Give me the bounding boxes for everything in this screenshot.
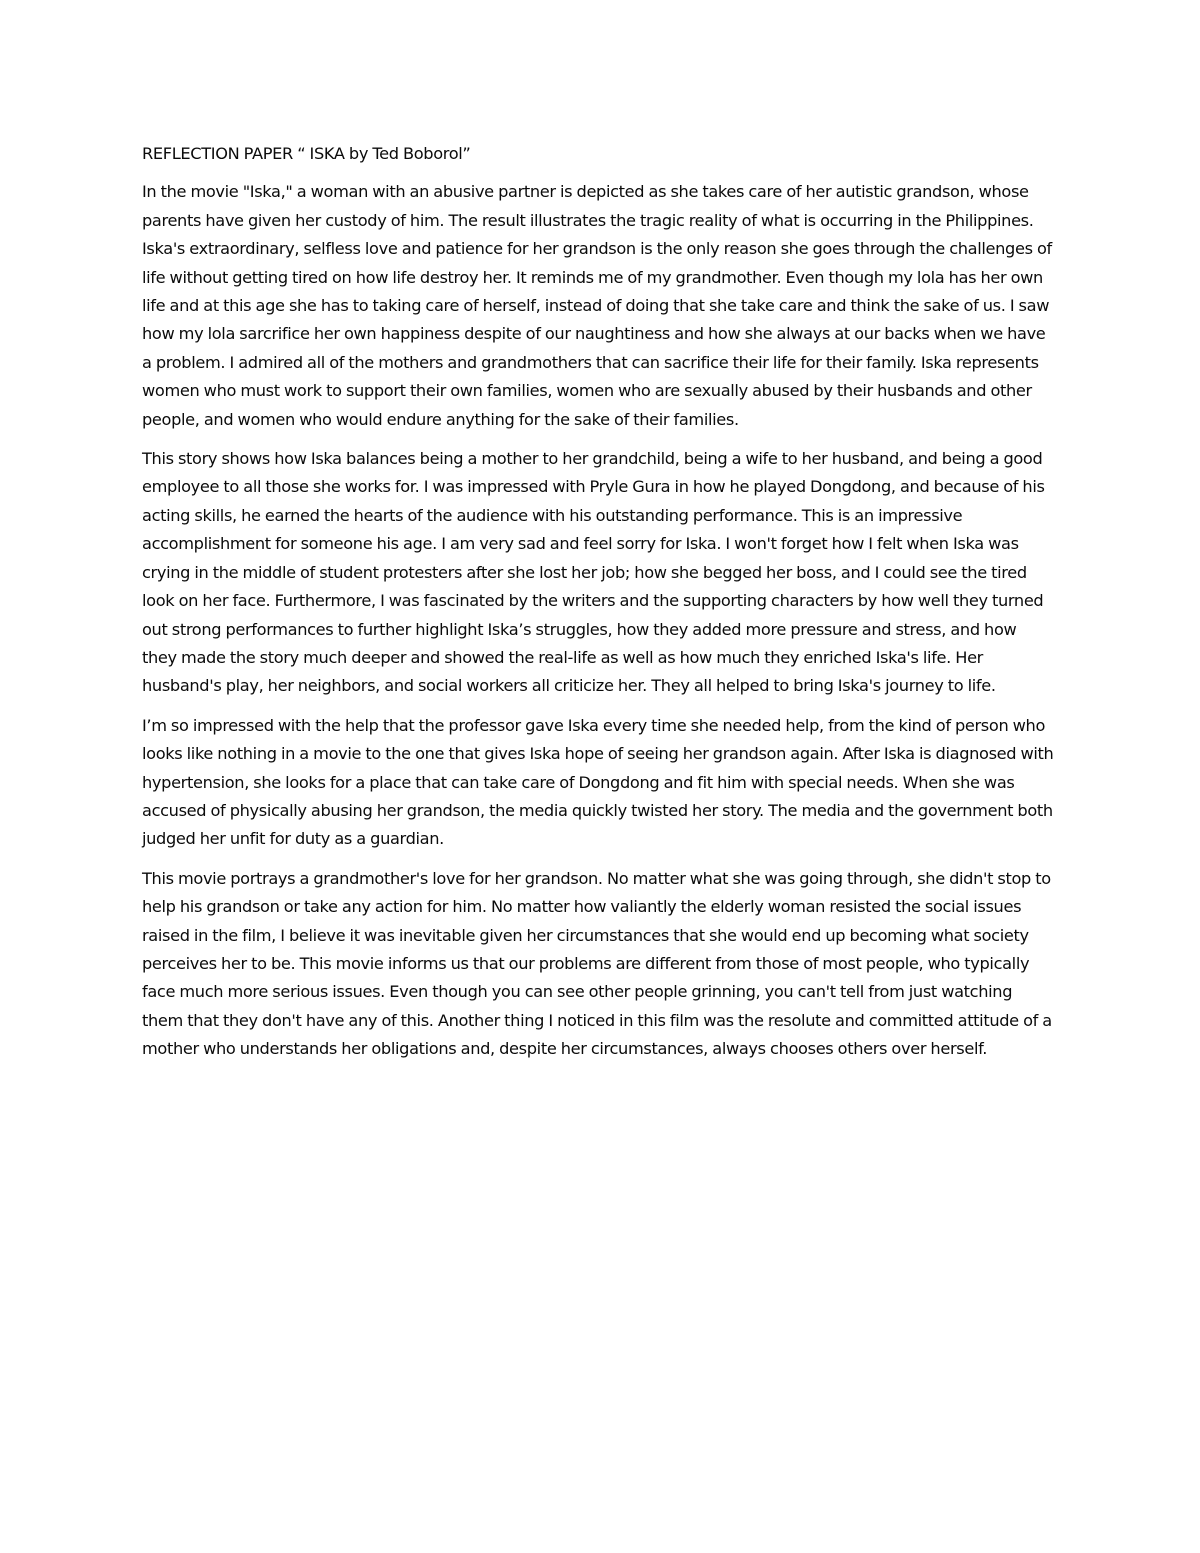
document-title: REFLECTION PAPER “ ISKA by Ted Boborol” bbox=[142, 144, 471, 163]
paragraph-3: I’m so impressed with the help that the professor gave Iska every time she needed help, from the kind of person who looks like nothing in a movie to the one that gives Iska hope of seeing her grandson again. After Iska is diagnosed with hypertension, she looks for a place that can take care of Dongdong and fit him with special needs. When she was accused of physically abusing her grandson, the media quickly twisted her story. The media and the government both judged her unfit for duty as a guardian. bbox=[142, 715, 1054, 849]
paragraph-2: This story shows how Iska balances being a mother to her grandchild, being a wife to her husband, and being a good employee to all those she works for. I was impressed with Pryle Gura in how he played Dongdong, and because of his acting skills, he earned the hearts of the audience with his outstanding performance. This is an impressive accomplishment for someone his age. I am very sad and feel sorry for Iska. I won't forget how I felt when Iska was crying in the middle of student protesters after she lost her job; how she begged her boss, and I could see the tired look on her face. Furthermore, I was fascinated by the writers and the supporting characters by how well they turned out strong performances to further highlight Iska’s struggles, how they added more pressure and stress, and how they made the story much deeper and showed the real-life as well as how much they enriched Iska's life. Her husband's play, her neighbors, and social workers all criticize her. They all helped to bring Iska's journey to life. bbox=[142, 449, 1045, 696]
paragraph-1: In the movie "Iska," a woman with an abusive partner is depicted as she takes care of her autistic grandson, whose parents have given her custody of him. The result illustrates the tragic reality of what is occurring in the Philippines. Iska's extraordinary, selfless love and patience for her grandson is the only reason she goes through the challenges of life without getting tired on how life destroy her. It reminds me of my grandmother. Even though my lola has her own life and at this age she has to taking care of herself, instead of doing that she take care and think the sake of us. I saw how my lola sarcrifice her own happiness despite of our naughtiness and how she always at our backs when we have a problem. I admired all of the mothers and grandmothers that can sacrifice their life for their family. Iska represents women who must work to support their own families, women who are sexually abused by their husbands and other people, and women who would endure anything for the sake of their families. bbox=[142, 182, 1052, 429]
paragraph-4: This movie portrays a grandmother's love for her grandson. No matter what she was going through, she didn't stop to help his grandson or take any action for him. No matter how valiantly the elderly woman resisted the social issues raised in the film, I believe it was inevitable given her circumstances that she would end up becoming what society perceives her to be. This movie informs us that our problems are different from those of most people, who typically face much more serious issues. Even though you can see other people grinning, you can't tell from just watching them that they don't have any of this. Another thing I noticed in this film was the resolute and committed attitude of a mother who understands her obligations and, despite her circumstances, always chooses others over herself. bbox=[142, 868, 1052, 1059]
